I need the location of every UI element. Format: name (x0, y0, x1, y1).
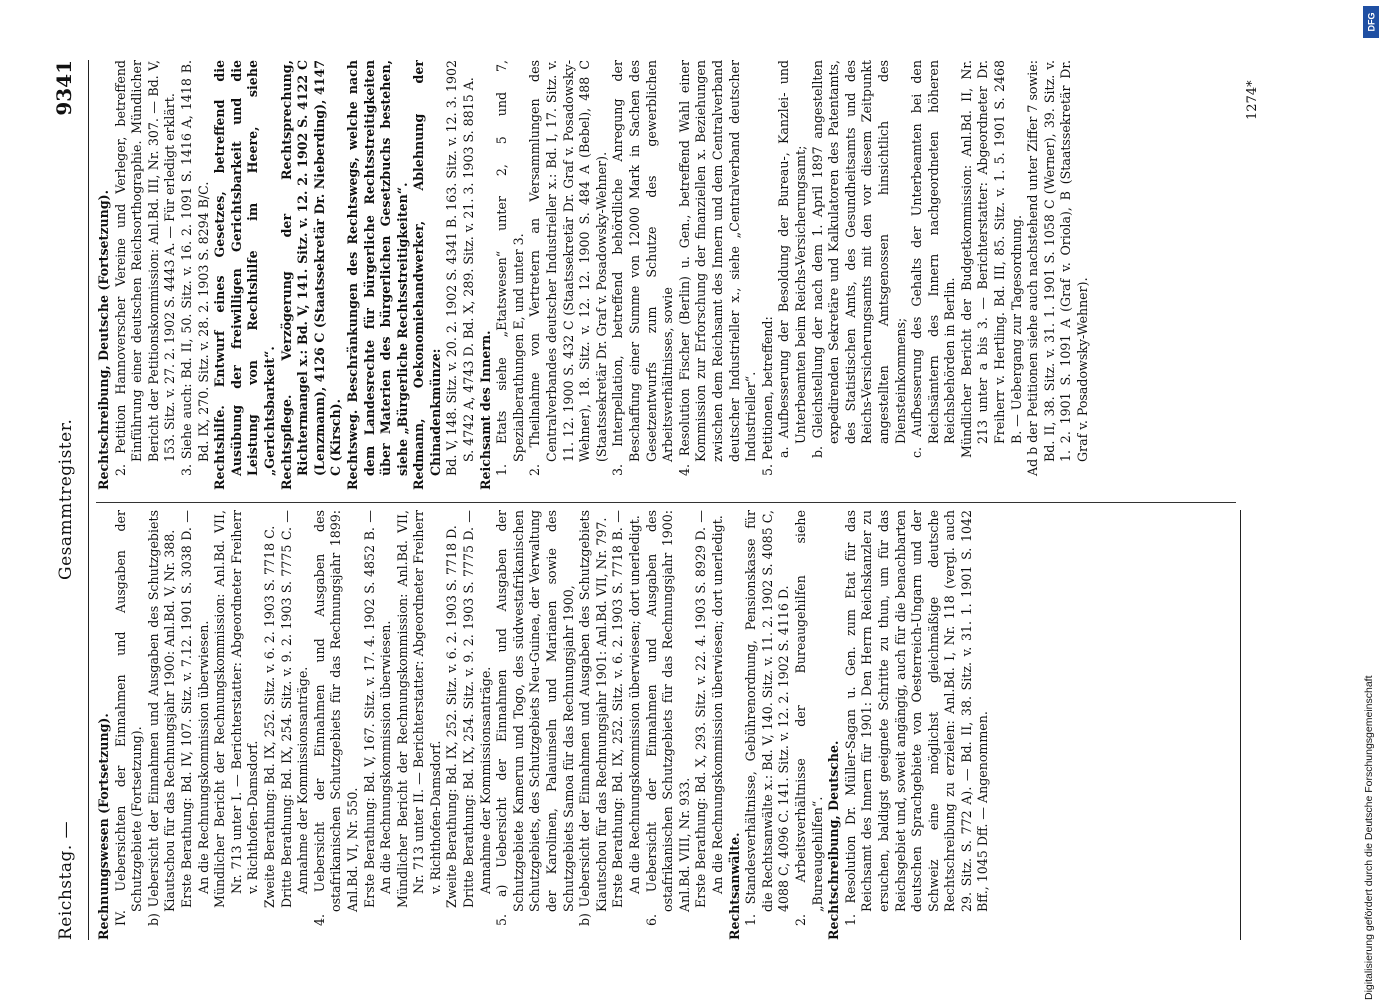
entry-text: 2. Petition Hannoverscher Vereine und Verleger, betreffend Einführung einer deutschen Reichsorthographie. Mündlicher Bericht der Petitionskommission: Anl.Bd. III, Nr. 307. — Bd. V, 153. Sitz. v. 27. 2. 1902 S. 4443 A. — Für erledigt erklärt. (112, 60, 178, 476)
entry-text: 1. Resolution Dr. Müller-Sagan u. Gen. zum Etat für das Reichsamt des Innern für 1901: Den Herrn Reichskanzler zu ersuchen, baldigst geeignete Schritte zu thun, um für das Reichsgebiet und, soweit angängig, auch für die benachbarten deutschen Sprachgebiete von Oesterreich-Ungarn und der Schweiz eine möglichst gleichmäßige deutsche Rechtschreibung zu erzielen: Anl.Bd. I, Nr. 118 (vergl. auch 29. Sitz. S. 772 A). — Bd. II, 38. Sitz. v. 31. 1. 1901 S. 1042 Bff., 1045 Dff. — Angenommen. (842, 510, 991, 926)
entry-heading: Redmann, Oekonomiehandwerker, Ablehnung der Chinadenkmünze: (411, 60, 443, 490)
entry-text: 3. Siehe auch: Bd. II, 50. Sitz. v. 16. 2. 1091 S. 1416 A, 1418 B. Bd. IX, 270. Sitz. v. 28. 2. 1903 S. 8294 B/C. (178, 60, 211, 476)
entry-heading: Rechnungswesen (Fortsetzung). (96, 713, 111, 940)
entry-text: 3. Interpellation, betreffend behördliche Anregung der Beschaffung einer Summe von 12000 Mark in Sachen des Gesetzentwurfs zum Schutze des gewerblichen Arbeitsverhältnisses, sowie (610, 60, 676, 476)
header-left-title: Reichstag. — (56, 820, 76, 940)
entry-text: b) Uebersicht der Einnahmen und Ausgaben des Schutzgebiets Kiautschou für das Rechnungsjahr 1901: Anl.Bd. VII, Nr. 797. (577, 510, 609, 926)
dfg-logo: DFG (1363, 6, 1379, 38)
entry-text: 1. Standesverhältnisse, Gebührenordnung, Pensionskasse für die Rechtsanwälte x.: Bd. V, 140. Sitz. v. 11. 2. 1902 S. 4085 C, 4088 C, 4096 C. 141. Sitz. v. 12. 2. 1902 S. 4116 D. (743, 510, 792, 926)
entry-text: Mündlicher Bericht der Rechnungskommission: Anl.Bd. VII, Nr. 713 unter II. — Berichterstatter: Abgeordneter Freiherr v. Richthofen-Damsdorf. (394, 510, 443, 908)
right-column (96, 60, 1236, 490)
entry-heading: Rechtschreibung, Deutsche. (826, 740, 842, 940)
header-rule (88, 60, 89, 940)
digitization-credit: Digitalisierung gefördert durch die Deutsche Forschungsgemeinschaft (1363, 675, 1375, 1000)
entry-text: Erste Berathung: Bd. IX, 252. Sitz. v. 6. 2. 1903 S. 7718 B. — An die Rechnungskommission überwiesen; dort unerledigt. (610, 510, 642, 908)
entry-text: 5. Petitionen, betreffend: (759, 316, 775, 476)
header-register-title: Gesammtregister. (56, 418, 76, 580)
entry-text: Zweite Berathung: Bd. IX, 252. Sitz. v. 6. 2. 1903 S. 7718 C. (261, 525, 277, 908)
signature-mark: 1274* (1245, 80, 1260, 120)
entry-text: a. Aufbesserung der Besoldung der Bureau-, Kanzlei- und Unterbeamten beim Reichs-Versicherungsamt; (776, 60, 808, 458)
entry-text: b. Gleichstellung der nach dem 1. April 1897 angestellten expedirenden Sekretäre und Kalkulatoren des Patentamts, des Statistischen Amts, des Gesundheitsamts und des Reichs-Versicherungsamts mit den vor diesem Zeitpunkt angestellten Amtsgenossen hinsichtlich des Diensteinkommens; (809, 60, 908, 458)
entry-text: 1. Etats siehe „Etatswesen“ unter 2, 5 und 7, Spezialberathungen E, und unter 3. (494, 60, 526, 476)
entry-heading: Rechtspflege. Verzögerung der Rechtsprechung, Richtermangel x.: Bd. V, 141. Sitz. v. 12. 2. 1902 S. 4122 C (Lenzmann), 4126 C (Staatssekretär Dr. Nieberding), 4147 C (Kirsch). (278, 60, 344, 490)
entry-text: 4. Uebersicht der Einnahmen und Ausgaben des ostafrikanischen Schutzgebiets für das Rechnungsjahr 1899: Anl.Bd. VI, Nr. 550. (311, 510, 360, 926)
entry-heading: Rechtshilfe. Entwurf eines Gesetzes, betreffend die Ausübung der freiwilligen Gerichtsbarkeit und die Leistung von Rechtshilfe im Heere, siehe „Gerichtsbarkeit“. (212, 60, 277, 490)
entry-heading: Rechtsweg. Beschränkungen des Rechtswegs, welche nach dem Landesrechte für bürgerliche Rechtsstreitigkeiten über Materien des bürgerlichen Gesetzbuchs bestehen, siehe „Bürgerliche Rechtsstreitigkeiten“. (344, 60, 410, 490)
entry-text: Mündlicher Bericht der Rechnungskommission: Anl.Bd. VII, Nr. 713 unter I. — Berichterstatter: Abgeordneter Freiherr v. Richthofen-Damsdorf. (212, 510, 261, 908)
page-number: 9341 (52, 60, 76, 116)
entry-text: IV. Uebersichten der Einnahmen und Ausgaben der Schutzgebiete (Fortsetzung). (112, 510, 145, 926)
entry-text: Zweite Berathung: Bd. IX, 252. Sitz. v. 6. 2. 1903 S. 7718 D. (444, 525, 460, 908)
left-column (96, 510, 1236, 940)
entry-heading: Rechtsanwälte. (726, 832, 742, 940)
entry-text: b) Uebersicht der Einnahmen und Ausgaben des Schutzgebiets Kiautschou für das Rechnungsjahr 1900: Anl.Bd. V, Nr. 388. (145, 510, 178, 926)
entry-heading: Rechtschreibung, Deutsche (Fortsetzung). (96, 190, 111, 490)
bottom-rule (1240, 510, 1241, 940)
column-divider (96, 502, 1236, 503)
entry-text: Erste Berathung: Bd. V, 167. Sitz. v. 17. 4. 1902 S. 4852 B. — An die Rechnungskommission überwiesen. (361, 510, 394, 908)
entry-text: Ad b der Petitionen siehe auch nachstehend unter Ziffer 7 sowie: Bd. II, 38. Sitz. v. 31. 1. 1901 S. 1058 C (Werner), 39. Sitz. v. 1. 2. 1901 S. 1091 A (Graf v. Oriola), B (Staatssekretär Dr. Graf v. Posadowsky-Wehner). (1025, 60, 1091, 476)
entry-text: 6. Uebersicht der Einnahmen und Ausgaben des ostafrikanischen Schutzgebiets für das Rechnungsjahr 1900: Anl.Bd. VIII, Nr. 933. (643, 510, 692, 926)
entry-text: Dritte Berathung: Bd. IX, 254. Sitz. v. 9. 2. 1903 S. 7775 C. — Annahme der Kommissionsanträge. (278, 510, 311, 908)
entry-text: 4. Resolution Fischer (Berlin) u. Gen., betreffend Wahl einer Kommission zur Erforschung der finanziellen x. Beziehungen zwischen dem Reichsamt des Innern und dem Centralverband deutscher Industrieller x., siehe „Centralverband deutscher Industrieller“. (676, 60, 759, 476)
entry-text: c. Aufbesserung des Gehalts der Unterbeamten bei den Reichsämtern des Innern nachgeordneten höheren Reichsbehörden in Berlin. (909, 60, 958, 458)
entry-text: Dritte Berathung: Bd. IX, 254. Sitz. v. 9. 2. 1903 S. 7775 D. — Annahme der Kommissionsanträge. (461, 510, 493, 908)
entry-text: 5. a) Uebersicht der Einnahmen und Ausgaben der Schutzgebiete Kamerun und Togo, des südwestafrikanischen Schutzgebiets, des Schutzgebiets Neu-Guinea, der Verwaltung der Karolinen, Palauinseln und Marianen sowie des Schutzgebiets Samoa für das Rechnungsjahr 1900, (494, 510, 576, 926)
entry-text: 2. Arbeitsverhältnisse der Bureaugehilfen siehe „Bureaugehilfen“. (792, 510, 825, 926)
entry-text: 2. Theilnahme von Vertretern an Versammlungen des Centralverbandes deutscher Industrieller x.: Bd. I, 17. Sitz. v. 11. 12. 1900 S. 432 C (Staatssekretär Dr. Graf v. Posadowsky-Wehner), 18. Sitz. v. 12. 12. 1900 S. 484 A (Bebel), 488 C (Staatssekretär Dr. Graf v. Posadowsky-Wehner). (527, 60, 609, 476)
page-header (52, 60, 82, 940)
entry-text: Mündlicher Bericht der Budgetkommission: Anl.Bd. II, Nr. 213 unter a bis 3. — Berichterstatter: Abgeordneter Dr. Freiherr v. Hertling. Bd. III, 85. Sitz. v. 1. 5. 1901 S. 2468 B. — Uebergang zur Tagesordnung. (958, 60, 1024, 458)
entry-text: Bd. V, 148. Sitz. v. 20. 2. 1902 S. 4341 B. 163. Sitz. v. 12. 3. 1902 S. 4742 A, 4743 D. Bd. X, 289. Sitz. v. 21. 3. 1903 S. 8815 A. (444, 60, 477, 476)
entry-text: Erste Berathung: Bd. X, 293. Sitz. v. 22. 4. 1903 S. 8929 D. — An die Rechnungskommission überwiesen; dort unerledigt. (693, 510, 725, 908)
entry-heading: Reichsamt des Innern. (477, 330, 493, 490)
entry-text: Erste Berathung: Bd. IV, 107. Sitz. v. 7.12. 1901 S. 3038 D. — An die Rechnungskommission überwiesen. (178, 510, 211, 908)
